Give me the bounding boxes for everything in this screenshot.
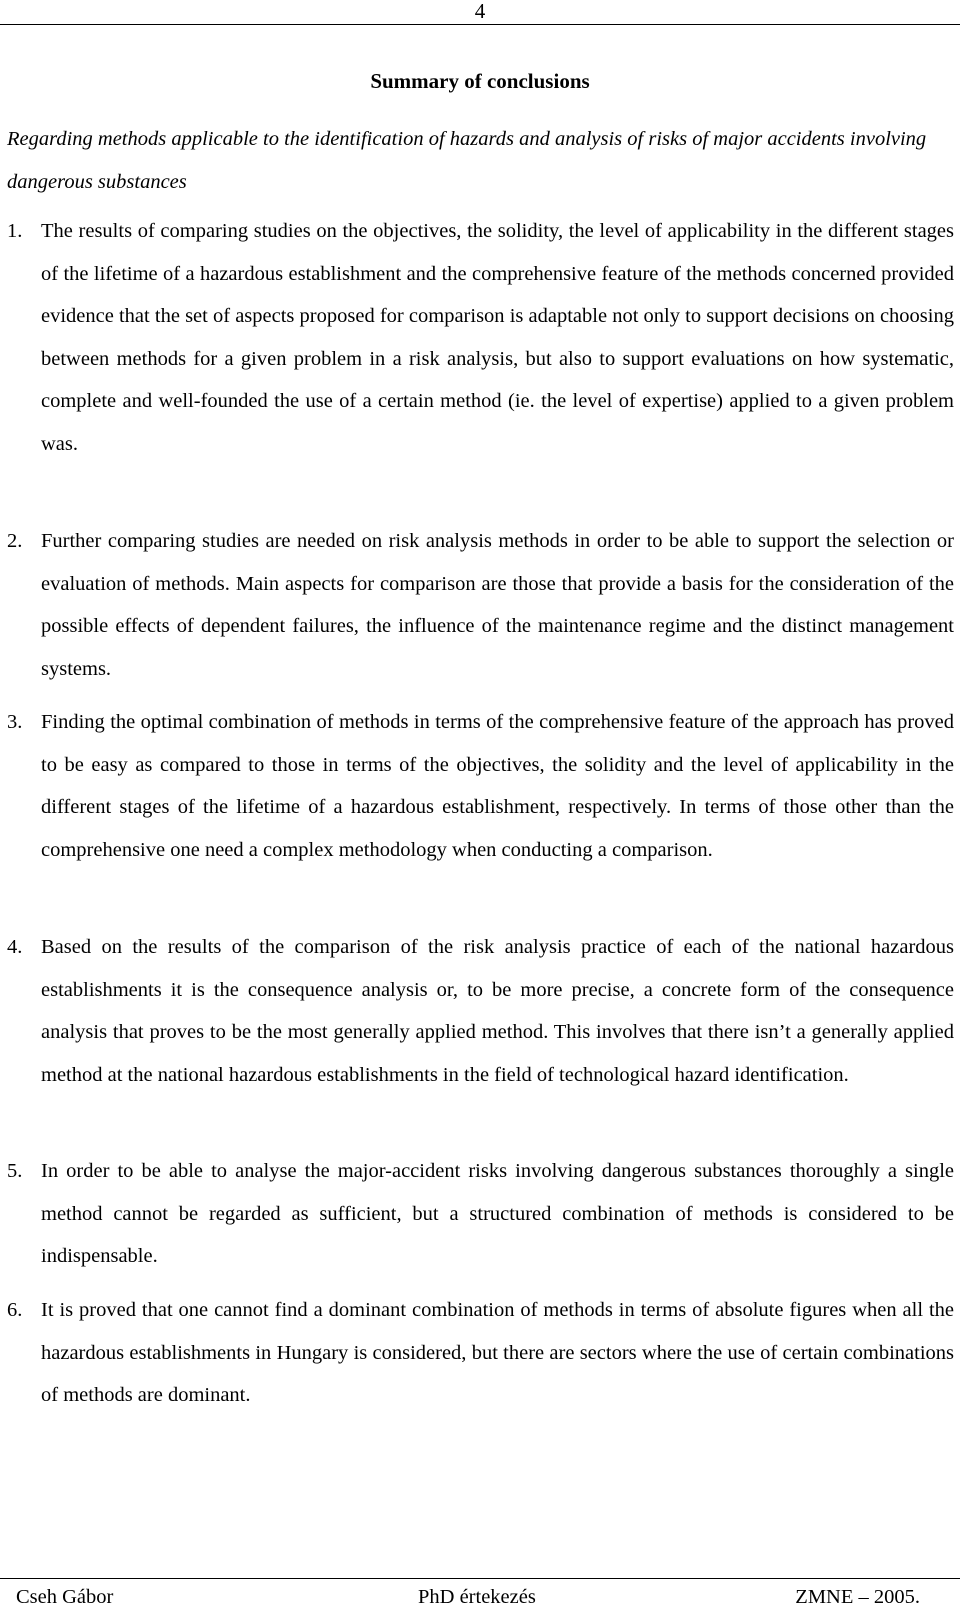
conclusion-item-2 bbox=[0, 520, 960, 690]
conclusion-number: 2. bbox=[7, 530, 23, 552]
conclusion-item-1 bbox=[0, 210, 960, 465]
footer-author: Cseh Gábor bbox=[16, 1586, 114, 1608]
footer-document-type: PhD értekezés bbox=[418, 1586, 536, 1608]
header-rule bbox=[0, 24, 960, 25]
conclusion-text: Further comparing studies are needed on risk analysis methods in order to be able to support the selection or evaluation of methods. Main aspects for comparison are those that provide a basis for the consideration of the possible effects of dependent failures, the influence of the maintenance regime and the distinct management systems. bbox=[41, 530, 954, 680]
conclusion-item-6 bbox=[0, 1289, 960, 1417]
conclusion-text: Finding the optimal combination of methods in terms of the comprehensive feature of the approach has proved to be easy as compared to those in terms of the objectives, the solidity and the level of applicability in the different stages of the lifetime of a hazardous establishment, respectively. In terms of those other than the comprehensive one need a complex methodology when conducting a comparison. bbox=[41, 711, 954, 861]
footer-institution-year: ZMNE – 2005. bbox=[795, 1586, 920, 1608]
page-footer bbox=[0, 1586, 960, 1609]
conclusion-text: It is proved that one cannot find a dominant combination of methods in terms of absolute figures when all the hazardous establishments in Hungary is considered, but there are sectors where the use of certain combinations of methods are dominant. bbox=[41, 1299, 954, 1406]
conclusion-number: 5. bbox=[7, 1160, 23, 1182]
conclusion-number: 6. bbox=[7, 1299, 23, 1321]
footer-rule bbox=[0, 1578, 960, 1579]
conclusion-text: The results of comparing studies on the objectives, the solidity, the level of applicability in the different stages of the lifetime of a hazardous establishment and the comprehensive feature of the methods concerned provided evidence that the set of aspects proposed for comparison is adaptable not only to support decisions on choosing between methods for a given problem in a risk analysis, but also to support evaluations on how systematic, complete and well-founded the use of a certain method (ie. the level of expertise) applied to a given problem was. bbox=[41, 220, 954, 455]
conclusion-item-4 bbox=[0, 926, 960, 1096]
conclusion-text: Based on the results of the comparison of the risk analysis practice of each of the national hazardous establishments it is the consequence analysis or, to be more precise, a concrete form of the consequence analysis that proves to be the most generally applied method. This involves that there isn’t a generally applied method at the national hazardous establishments in the field of technological hazard identification. bbox=[41, 936, 954, 1086]
page-title: Summary of conclusions bbox=[370, 69, 590, 93]
conclusion-number: 4. bbox=[7, 936, 23, 958]
conclusion-number: 1. bbox=[7, 220, 23, 242]
page-number: 4 bbox=[474, 0, 486, 23]
conclusion-number: 3. bbox=[7, 711, 23, 733]
section-subtitle: Regarding methods applicable to the identification of hazards and analysis of risks of major accidents involving dangerous substances bbox=[7, 128, 927, 193]
conclusion-item-5 bbox=[0, 1150, 960, 1278]
conclusion-item-3 bbox=[0, 701, 960, 871]
conclusion-text: In order to be able to analyse the major-accident risks involving dangerous substances thoroughly a single method cannot be regarded as sufficient, but a structured combination of methods is considered to be indispensable. bbox=[41, 1160, 954, 1267]
